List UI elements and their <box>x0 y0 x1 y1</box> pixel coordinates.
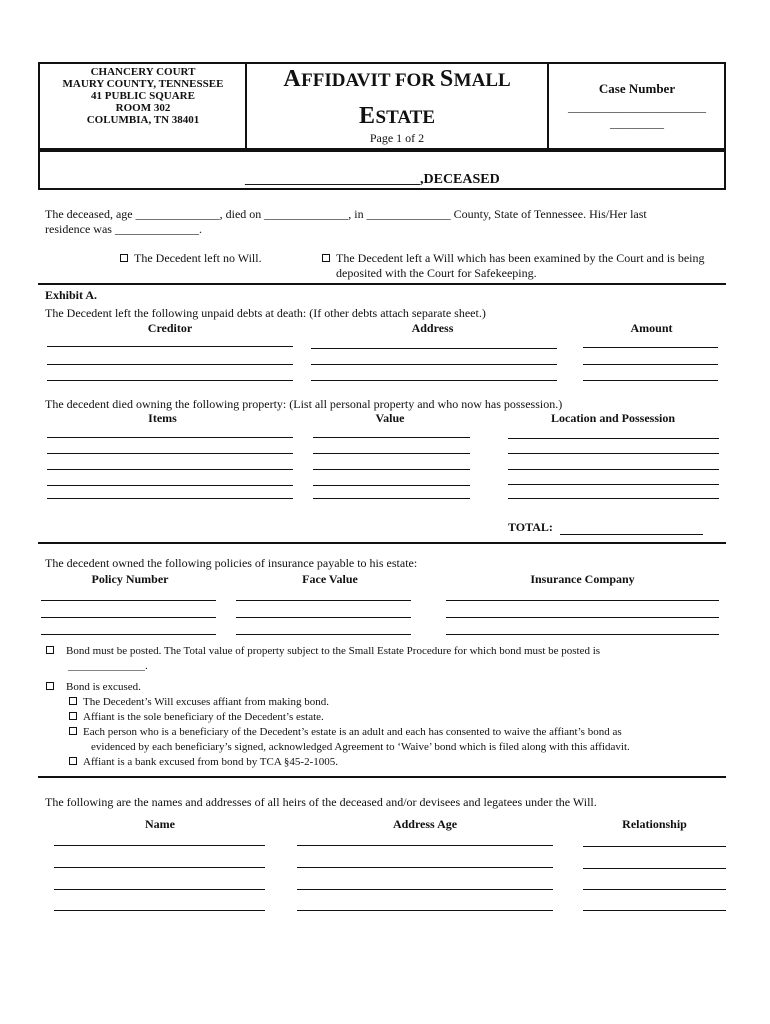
bond-reason-consent-line-2: evidenced by each beneficiary’s signed, acknowledged Agreement to ‘Waive’ bond which is filed along with this affidavit. <box>91 741 630 753</box>
section-divider <box>38 776 726 778</box>
insurance-line[interactable] <box>236 634 411 635</box>
property-line[interactable] <box>313 485 470 486</box>
insurance-col-policy: Policy Number <box>91 572 169 586</box>
property-line[interactable] <box>47 469 293 470</box>
heir-line[interactable] <box>297 867 553 868</box>
heir-line[interactable] <box>583 846 726 847</box>
debt-line[interactable] <box>583 380 718 381</box>
bond-reason-bank[interactable]: Affiant is a bank excused from bond by TCA §45-2-1005. <box>69 756 338 769</box>
header-divider-2 <box>547 62 549 150</box>
intro-line-2: residence was ______________. <box>45 222 202 236</box>
heirs-col-relationship: Relationship <box>622 817 687 831</box>
debt-line[interactable] <box>583 347 718 348</box>
property-line[interactable] <box>508 498 719 499</box>
heir-line[interactable] <box>583 868 726 869</box>
exhibit-label: Exhibit A. <box>45 288 98 302</box>
debts-text: The Decedent left the following unpaid debts at death: (If other debts attach separate sheet.) <box>45 306 486 320</box>
checkbox[interactable] <box>46 682 54 690</box>
property-line[interactable] <box>47 498 293 499</box>
insurance-col-face: Face Value <box>302 572 358 586</box>
debt-line[interactable] <box>47 346 293 347</box>
property-line[interactable] <box>47 485 293 486</box>
insurance-line[interactable] <box>446 634 719 635</box>
will-option[interactable]: The Decedent left a Will which has been examined by the Court and is being <box>322 251 705 265</box>
heir-line[interactable] <box>54 867 265 868</box>
insurance-line[interactable] <box>41 600 216 601</box>
checkbox[interactable] <box>46 646 54 654</box>
checkbox[interactable] <box>69 697 77 705</box>
court-line: MAURY COUNTY, TENNESSEE <box>62 78 224 90</box>
debt-line[interactable] <box>311 364 557 365</box>
debt-line[interactable] <box>583 364 718 365</box>
total-label: TOTAL: <box>508 520 553 534</box>
bond-posted-amount[interactable]: ______________. <box>68 660 148 672</box>
page-number: Page 1 of 2 <box>369 131 425 145</box>
property-text: The decedent died owning the following property: (List all personal property and who now has possession.) <box>45 397 563 411</box>
insurance-line[interactable] <box>41 617 216 618</box>
court-line: 41 PUBLIC SQUARE <box>91 90 195 102</box>
debts-col-amount: Amount <box>630 321 673 335</box>
insurance-col-company: Insurance Company <box>530 572 635 586</box>
debts-col-address: Address <box>411 321 454 335</box>
intro-line-1: The deceased, age ______________, died on ______________, in ______________ County, State of Tennessee. His/Her last <box>45 207 647 221</box>
heir-line[interactable] <box>54 910 265 911</box>
checkbox[interactable] <box>69 757 77 765</box>
property-line[interactable] <box>313 437 470 438</box>
insurance-line[interactable] <box>236 600 411 601</box>
deceased-label: ,DECEASED <box>420 172 500 187</box>
property-col-items: Items <box>148 411 177 425</box>
header-divider-1 <box>245 62 247 150</box>
bond-reason-consent[interactable]: Each person who is a beneficiary of the Decedent’s estate is an adult and each has consented to waive the affiant’s bond as <box>69 726 622 739</box>
debt-line[interactable] <box>47 380 293 381</box>
heir-line[interactable] <box>297 889 553 890</box>
property-line[interactable] <box>313 469 470 470</box>
debt-line[interactable] <box>311 348 557 349</box>
property-line[interactable] <box>508 469 719 470</box>
heir-line[interactable] <box>583 910 726 911</box>
checkbox[interactable] <box>120 254 128 262</box>
debt-line[interactable] <box>47 364 293 365</box>
heirs-text: The following are the names and addresses of all heirs of the deceased and/or devisees and legatees under the Will. <box>45 795 597 809</box>
checkbox[interactable] <box>69 727 77 735</box>
case-number-blank: _______________________ <box>568 100 706 114</box>
property-line[interactable] <box>508 438 719 439</box>
property-line[interactable] <box>508 453 719 454</box>
heir-line[interactable] <box>297 910 553 911</box>
deceased-name-blank[interactable]: _________________________ <box>245 172 420 187</box>
property-line[interactable] <box>47 453 293 454</box>
court-line: CHANCERY COURT <box>90 66 196 78</box>
section-divider <box>38 283 726 285</box>
case-number-blank: _________ <box>610 116 664 130</box>
property-line[interactable] <box>508 484 719 485</box>
heirs-col-address-age: Address Age <box>392 817 458 831</box>
heir-line[interactable] <box>297 845 553 846</box>
insurance-text: The decedent owned the following policies of insurance payable to his estate: <box>45 556 418 570</box>
debts-col-creditor: Creditor <box>147 321 193 335</box>
section-divider <box>38 542 726 544</box>
bond-reason-sole[interactable]: Affiant is the sole beneficiary of the Decedent’s estate. <box>69 711 324 724</box>
court-address <box>48 66 238 126</box>
case-number-label: Case Number <box>598 81 676 96</box>
bond-excused-option[interactable]: Bond is excused. <box>46 681 141 694</box>
bond-reason-will[interactable]: The Decedent’s Will excuses affiant from making bond. <box>69 696 329 709</box>
heir-line[interactable] <box>583 889 726 890</box>
bond-posted-option[interactable]: Bond must be posted. The Total value of property subject to the Small Estate Procedure for which bond must be posted is <box>46 645 600 658</box>
total-line[interactable] <box>560 534 703 535</box>
court-line: COLUMBIA, TN 38401 <box>86 114 200 126</box>
will-option-line-2: deposited with the Court for Safekeeping. <box>336 266 537 280</box>
debt-line[interactable] <box>311 380 557 381</box>
insurance-line[interactable] <box>446 617 719 618</box>
insurance-line[interactable] <box>446 600 719 601</box>
property-line[interactable] <box>47 437 293 438</box>
property-col-location: Location and Possession <box>550 411 676 425</box>
form-title: AFFIDAVIT FOR SMALL ESTATE <box>283 66 511 129</box>
property-line[interactable] <box>313 498 470 499</box>
court-line: ROOM 302 <box>115 102 171 114</box>
heir-line[interactable] <box>54 889 265 890</box>
insurance-line[interactable] <box>41 634 216 635</box>
heir-line[interactable] <box>54 845 265 846</box>
property-col-value: Value <box>375 411 405 425</box>
heirs-col-name: Name <box>145 817 175 831</box>
checkbox[interactable] <box>69 712 77 720</box>
no-will-option[interactable]: The Decedent left no Will. <box>120 251 262 265</box>
checkbox[interactable] <box>322 254 330 262</box>
insurance-line[interactable] <box>236 617 411 618</box>
deceased-line <box>245 172 500 188</box>
property-line[interactable] <box>313 453 470 454</box>
